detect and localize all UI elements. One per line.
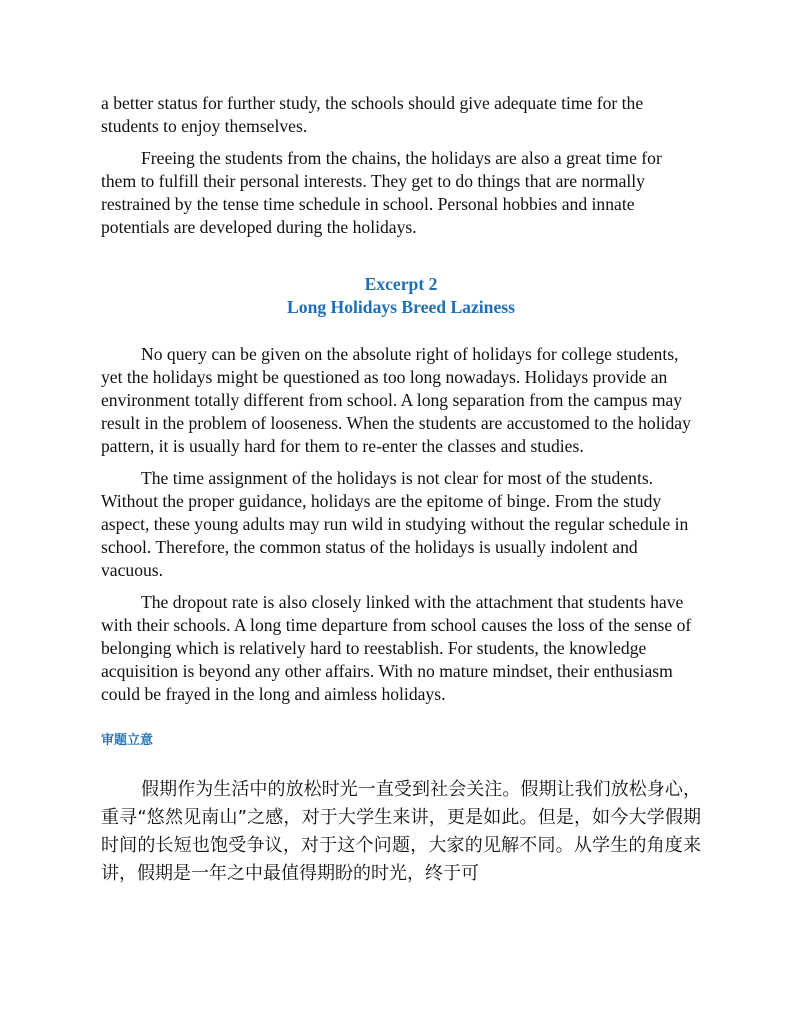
chinese-paragraph: 假期作为生活中的放松时光一直受到社会关注。假期让我们放松身心，重寻“悠然见南山”之感，对于大学生来讲，更是如此。但是，如今大学假期时间的长短也饱受争议，对于这个问题，大家的见解不同。从学生的角度来讲，假期是一年之中最值得期盼的时光，终于可 [101,779,701,884]
excerpt-heading [101,273,701,319]
body-paragraph: a better status for further study, the schools should give adequate time for the students to enjoy themselves. [101,93,644,136]
body-paragraph: The time assignment of the holidays is not clear for most of the students. Without the proper guidance, holidays are the epitome of binge. From the study aspect, these young adults may run wild in studying without the regular schedule in school. Therefore, the common status of the holidays is usually indolent and vacuous. [101,468,689,580]
body-paragraph: The dropout rate is also closely linked with the attachment that students have with their schools. A long time departure from school causes the loss of the sense of belonging which is relatively hard to reestablish. For students, the knowledge acquisition is beyond any other affairs. With no mature mindset, their enthusiasm could be frayed in the long and aimless holidays. [101,592,692,704]
excerpt-number: Excerpt 2 [364,274,438,294]
body-paragraph: No query can be given on the absolute right of holidays for college students, yet the holidays might be questioned as too long nowadays. Holidays provide an environment totally different from school. A long separation from the campus may result in the problem of looseness. When the students are accustomed to the holiday pattern, it is usually hard for them to re-enter the classes and studies. [101,344,691,456]
section-label: 审题立意 [101,733,154,748]
body-paragraph: Freeing the students from the chains, the holidays are also a great time for them to fulfill their personal interests. They get to do things that are normally restrained by the tense time schedule in school. Personal hobbies and innate potentials are developed during the holidays. [101,148,662,237]
page-content [101,92,701,888]
excerpt-title: Long Holidays Breed Laziness [287,297,515,317]
